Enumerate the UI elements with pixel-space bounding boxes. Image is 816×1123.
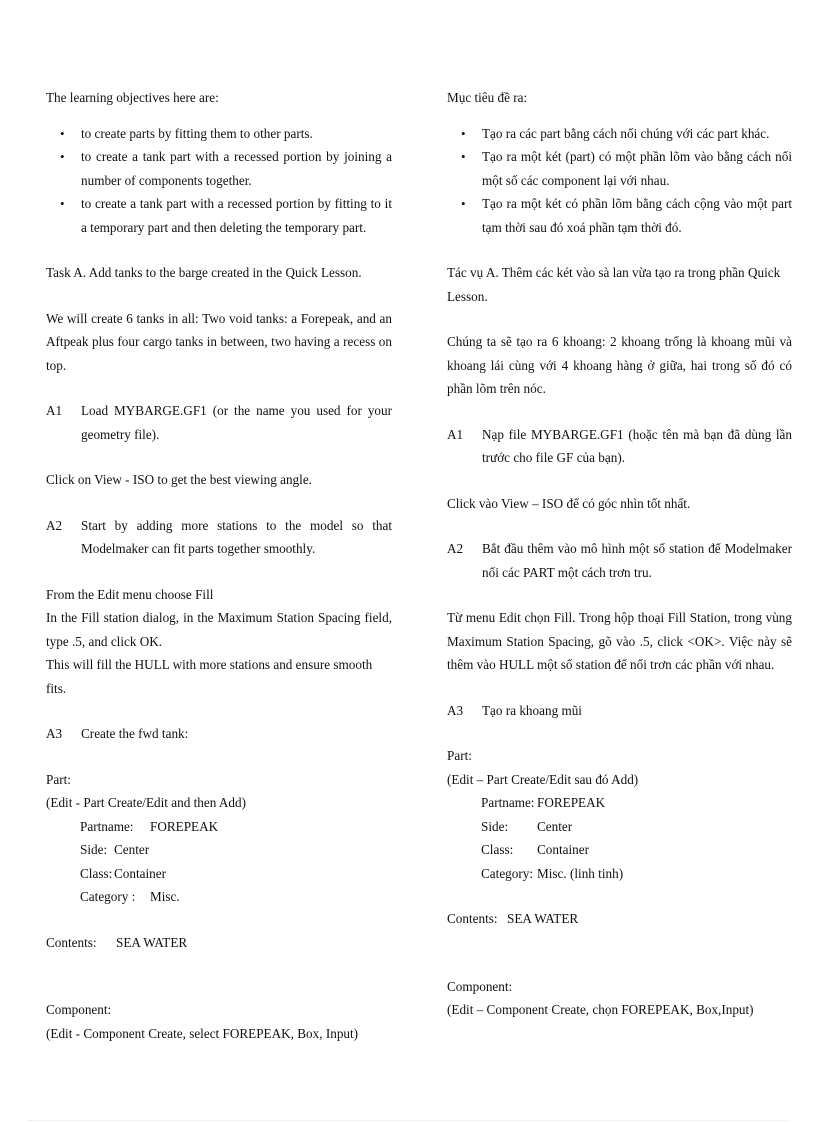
side-value: Center [114,842,150,857]
class-row [46,862,392,886]
contents-row [46,931,392,955]
side-row [46,838,392,862]
step-a3 [447,699,792,723]
objectives-list [447,122,792,240]
part-label: Part: [46,771,71,787]
step-text: Nạp file MYBARGE.GF1 (hoặc tên mà bạn đã dùng lần trước cho file GF của bạn). [482,426,792,465]
partname-row [46,815,392,839]
partname-row [447,791,792,815]
task-a-heading: Tác vụ A. Thêm các két vào sà lan vừa tạo ra trong phần Quick Lesson. [447,265,781,304]
side-row [447,815,792,839]
page-bottom-divider [28,1120,788,1121]
step-text: Start by adding more stations to the model so that Modelmaker can fit parts together smoothly. [81,517,392,556]
part-path: (Edit – Part Create/Edit sau đó Add) [447,771,639,787]
create-tanks-paragraph: We will create 6 tanks in all: Two void tanks: a Forepeak, and an Aftpeak plus four cargo tanks in between, two having a recess on top. [46,310,392,373]
side-value: Center [537,818,573,834]
fill-paragraph: Từ menu Edit chọn Fill. Trong hộp thoại Fill Station, trong vùng Maximum Station Spacing, gõ vào .5, click <OK>. Việc này sẽ thêm vào HULL một số station để nối trơn các phần với nhau. [447,610,792,672]
contents-value: SEA WATER [116,934,188,950]
english-column [46,86,392,1045]
class-label: Class: [481,842,514,857]
category-label: Category : [80,889,136,904]
fill-dialog-paragraph: In the Fill station dialog, in the Maximum Station Spacing field, type .5, and click OK. [46,610,392,649]
step-text: Create the fwd tank: [81,726,189,741]
step-number: A3 [46,726,63,741]
step-a2 [447,537,792,584]
step-number: A2 [447,541,464,556]
objective-item: • Tạo ra các part bằng cách nối chúng với các part khác. [447,122,792,146]
category-label: Category: [481,865,534,881]
step-number: A3 [447,702,464,718]
step-a2 [46,514,392,561]
objective-item: • to create a tank part with a recessed portion by joining a number of components together. [46,145,392,192]
task-a-heading: Task A. Add tanks to the barge created in the Quick Lesson. [46,265,362,280]
side-label: Side: [481,818,509,834]
step-number: A1 [447,426,464,442]
category-value: Misc. [150,889,180,904]
contents-row [447,907,792,931]
partname-label: Partname: [80,818,134,834]
contents-value: SEA WATER [507,911,579,926]
vietnamese-column [447,86,792,1022]
from-edit-line: From the Edit menu choose Fill [46,586,214,602]
category-row [447,862,792,886]
objective-item: • Tạo ra một két có phần lõm bằng cách cộng vào một part tạm thời sau đó xoá phần tạm thời đó. [447,192,792,239]
objectives-intro: The learning objectives here are: [46,90,219,105]
part-path: (Edit - Part Create/Edit and then Add) [46,795,246,810]
objective-item: • to create a tank part with a recessed portion by fitting to it a temporary part and then deleting the temporary part. [46,192,392,239]
side-label: Side: [80,842,108,857]
category-value: Misc. (linh tinh) [537,865,624,881]
click-view-paragraph: Click on View - ISO to get the best viewing angle. [46,472,312,487]
step-number: A1 [46,403,63,418]
objectives-list [46,122,392,240]
partname-value: FOREPEAK [537,795,606,810]
step-text: Tạo ra khoang mũi [482,702,582,718]
component-label: Component: [447,978,513,994]
component-label: Component: [46,1002,112,1017]
partname-label: Partname: [481,795,535,810]
category-row [46,885,392,909]
step-a3 [46,722,392,746]
class-label: Class: [80,865,113,881]
objective-item: • Tạo ra một két (part) có một phần lõm vào bằng cách nối một số các component lại với nhau. [447,145,792,192]
component-path: (Edit – Component Create, chọn FOREPEAK, Box,Input) [447,1002,754,1017]
objectives-intro: Mục tiêu đề ra: [447,90,528,105]
class-row [447,838,792,862]
click-view-paragraph: Click vào View – ISO để có góc nhìn tốt nhất. [447,495,691,511]
objective-item: • to create parts by fitting them to other parts. [46,122,392,146]
step-a1 [46,399,392,446]
fill-result-line: This will fill the HULL with more stations and ensure smooth fits. [46,657,373,696]
contents-label: Contents: [46,934,97,950]
step-number: A2 [46,517,63,533]
partname-value: FOREPEAK [150,818,219,834]
component-path: (Edit - Component Create, select FOREPEAK, Box, Input) [46,1025,359,1041]
step-a1 [447,423,792,470]
step-text: Bắt đầu thêm vào mô hình một số station để Modelmaker nối các PART một cách trơn tru. [482,541,792,580]
part-label: Part: [447,748,472,763]
class-value: Container [537,842,590,857]
create-tanks-paragraph: Chúng ta sẽ tạo ra 6 khoang: 2 khoang trống là khoang mũi và khoang lái cùng với 4 khoang hàng ở giữa, hai trong số đó có phần lõm trên nóc. [447,334,792,396]
class-value: Container [114,865,167,881]
step-text: Load MYBARGE.GF1 (or the name you used for your geometry file). [81,403,392,442]
contents-label: Contents: [447,911,498,926]
